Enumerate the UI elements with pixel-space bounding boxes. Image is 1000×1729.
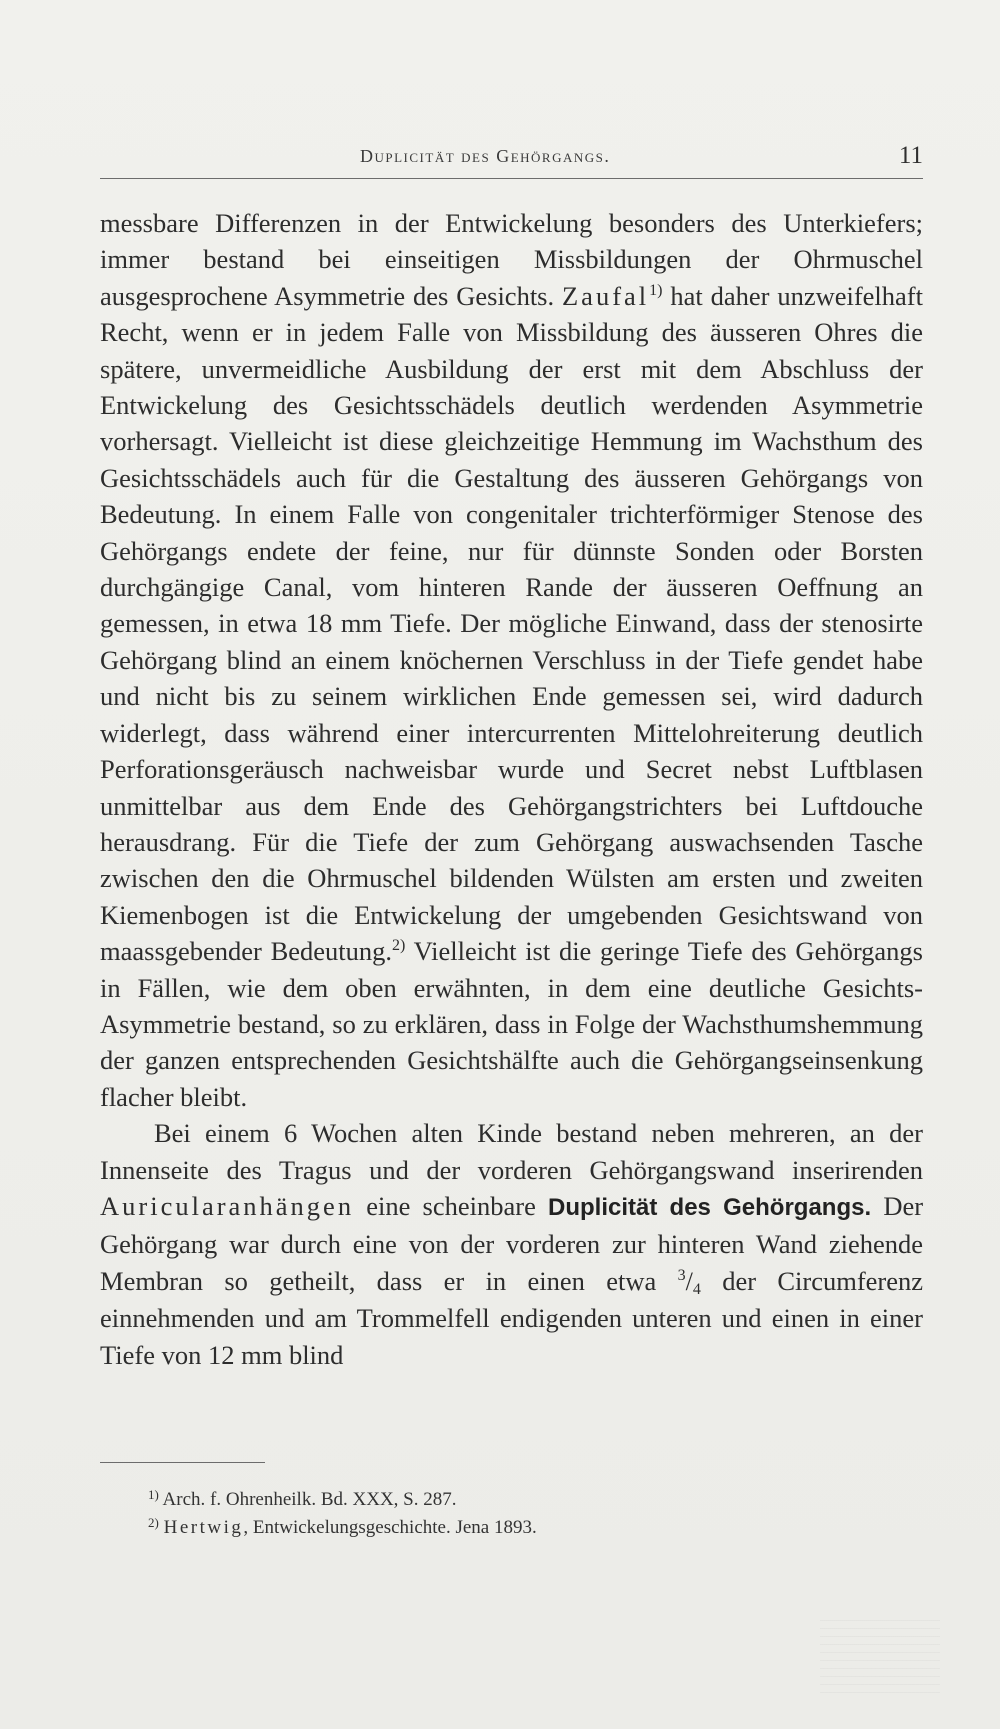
paragraph-1-part-a: messbare Differenzen in der Entwickelung besonders des Unterkiefers; immer bestand bei einseitigen Missbildungen der Ohrmuschel ausgesprochene Asymmetrie des Gesichts. xyxy=(100,208,923,311)
footnote-1-text: Arch. f. Ohrenheilk. Bd. XXX, S. 287. xyxy=(162,1489,457,1510)
footnote-2-author: Hertwig xyxy=(163,1517,244,1538)
paragraph-2-part-b: eine scheinbare xyxy=(366,1190,536,1221)
paragraph-2-part-c: Der Gehörgang war durch eine von der vorderen zur hinteren Wand ziehende Membran so getheilt, dass er in einen etwa xyxy=(100,1190,924,1296)
footnote-rule xyxy=(100,1462,265,1463)
fraction-three-quarters: $^3$/4 xyxy=(677,1266,701,1298)
paragraph-2 xyxy=(100,1115,923,1373)
paragraph-2-part-a: Bei einem 6 Wochen alten Kinde bestand neben mehreren, an der Innenseite des Tragus und der vorderen Gehörgangswand inserirenden xyxy=(100,1118,923,1185)
paragraph-1-part-b: hat daher unzweifelhaft Recht, wenn er in jedem Falle von Missbildung des äusseren Ohres die spätere, unvermeidliche Ausbildung der erst mit dem Abschluss der Entwickelung des Gesichtsschädels deutlich werdenden Asymmetrie vorhersagt. Vielleicht ist diese gleichzeitige Hemmung im Wachsthum des Gesichtsschädels auch für die Gestaltung des äusseren Gehörgangs von Bedeutung. In einem Falle von congenitaler trichterförmiger Stenose des Gehörgangs endete der feine, nur für dünnste Sonden oder Borsten durchgängige Canal, vom hinteren Rande der äusseren Oeffnung an gemessen, in etwa 18 mm Tiefe. Der mögliche Einwand, dass der stenosirte Gehörgang blind an einem knöchernen Verschluss in der Tiefe gendet habe und nicht bis zu seinem wirklichen Ende gemessen sei, wird dadurch widerlegt, dass während einer intercurrenten Mittelohreiterung deutlich Perforationsgeräusch nachweisbar wurde und Secret nebst Luftblasen unmittelbar aus dem Ende des Gehörgangstrichters bei Luftdouche herausdrang. Für die Tiefe der zum Gehörgang auswachsenden Tasche zwischen den die Ohrmuschel bildenden Wülsten am ersten und zweiten Kiemenbogen ist die Entwickelung der umgebenden Gesichtswand von maassgebender Bedeutung. xyxy=(100,280,923,967)
paper-bleed-through xyxy=(820,1620,940,1700)
footnote-1-mark: 1) xyxy=(148,1487,159,1502)
footnote-1 xyxy=(148,1486,888,1514)
spaced-term: Auricularanhängen xyxy=(100,1190,355,1221)
paragraph-1 xyxy=(100,205,923,1115)
bold-term: Duplicität des Gehörgangs. xyxy=(548,1193,872,1221)
fraction-denominator: 4 xyxy=(692,1280,701,1298)
main-text xyxy=(100,205,923,1373)
footnote-ref-1: 1) xyxy=(649,281,663,299)
footnote-ref-2: 2) xyxy=(392,937,406,955)
page-number: 11 xyxy=(898,142,923,169)
author-name-zaufal: Zaufal xyxy=(562,280,650,311)
footnote-2-mark: 2) xyxy=(148,1515,159,1530)
footnote-2-text: , Entwickelungsgeschichte. Jena 1893. xyxy=(243,1517,537,1538)
running-title: Duplicität des Gehörgangs. xyxy=(360,146,611,166)
footnote-2 xyxy=(148,1514,888,1542)
running-head xyxy=(100,142,923,179)
fraction-numerator: 3 xyxy=(677,1266,686,1284)
paragraph-1-part-c: Vielleicht ist die geringe Tiefe des Gehörgangs in Fällen, wie dem oben erwähnten, in dem eine deutliche Gesichts-Asymmetrie bestand, so zu erklären, dass in Folge der Wachsthumshemmung der ganzen entsprechenden Gesichtshälfte auch die Gehörgangseinsenkung flacher bleibt. xyxy=(100,936,923,1112)
footnotes xyxy=(148,1486,888,1542)
paragraph-2-part-d: der Circumferenz einnehmenden und am Trommelfell endigenden unteren und einen in einer Tiefe von 12 mm blind xyxy=(100,1265,924,1370)
